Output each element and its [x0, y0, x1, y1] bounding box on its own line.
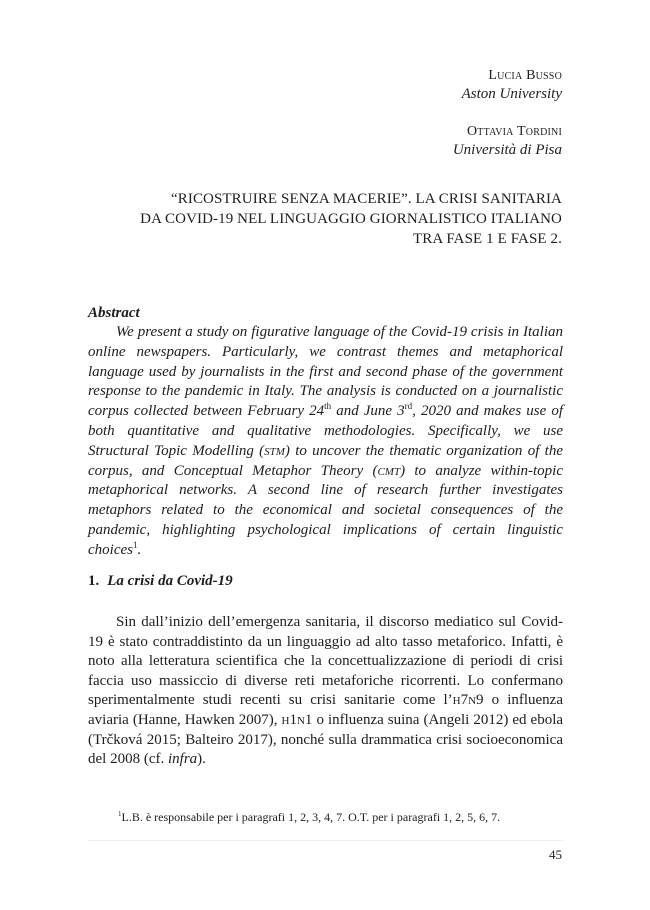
author-block-1	[462, 66, 562, 104]
acronym-h7n9: h7n9	[452, 692, 484, 709]
abstract-body	[88, 323, 563, 561]
abstract-text: .	[137, 541, 142, 558]
body-text-run: Sin dall’inizio dell’emergenza sanitaria, il discorso mediatico sul Covid-19 è stato contraddistinto da un linguaggio ad alto tasso metaforico. Infatti, è noto alla letteratura scientifica che la concettualizzazione di periodi di crisi faccia uso massiccio di diverse reti metaforiche ricorrenti. Lo confermano sperimentalmente studi recenti su crisi sanitarie come l’	[88, 614, 563, 709]
author-affiliation: Aston University	[461, 86, 562, 102]
superscript: th	[324, 401, 332, 412]
footnote-text: L.B. è responsabile per i paragrafi 1, 2, 3, 4, 7. O.T. per i paragrafi 1, 2, 5, 6, 7.	[121, 810, 501, 824]
abstract-text: We present a study on figurative language of the Covid-19 crisis in Italian online newspapers. Particularly, we contrast themes and metaphorical language used by journalists in the first and second phase of the government response to the pandemic in Italy. The analysis is conducted on a journalistic corpus collected between February 24	[88, 324, 563, 420]
acronym-cmt: cmt	[377, 462, 401, 479]
title-line: DA COVID-19 NEL LINGUAGGIO GIORNALISTICO ITALIANO	[140, 211, 562, 227]
acronym-h1n1: h1n1	[281, 711, 313, 728]
page-number: 45	[549, 847, 562, 862]
footer-divider	[88, 840, 563, 841]
abstract-text: ) to uncover the thematic organization of the corpus, and Conceptual Metaphor Theory (	[88, 442, 563, 479]
section-heading	[88, 573, 233, 590]
italic-term: infra	[167, 751, 198, 768]
body-text	[88, 613, 563, 770]
section-number: 1.	[88, 573, 100, 589]
footnote-mark: 1	[118, 810, 122, 818]
title-line: TRA FASE 1 E FASE 2.	[413, 231, 562, 247]
body-text-run: o influenza suina (Angeli 2012) ed ebola (Trčková 2015; Balteiro 2017), nonché sulla drammatica crisi socioeconomica del 2008 (cf.	[88, 711, 564, 768]
acronym-stm: stm	[264, 442, 285, 459]
author-name: Ottavia Tordini	[466, 124, 562, 139]
footnote-reference[interactable]: 1	[132, 539, 138, 550]
abstract-text: ) to analyze within-topic metaphorical networks. A second line of research further investigates metaphors related to the economical and societal consequences of the pandemic, highlighting psychological implications of certain linguistic choices	[88, 462, 563, 558]
abstract-paragraph	[88, 323, 563, 561]
paper-title	[92, 189, 562, 249]
abstract-text: and June 3	[331, 403, 405, 420]
author-name: Lucia Busso	[488, 68, 562, 83]
footnote	[118, 806, 500, 825]
body-paragraph	[88, 613, 563, 770]
author-affiliation: Università di Pisa	[452, 142, 562, 158]
section-title: La crisi da Covid-19	[107, 573, 233, 589]
body-text-run: ).	[197, 751, 206, 768]
title-line: “RICOSTRUIRE SENZA MACERIE”. LA CRISI SANITARIA	[170, 191, 562, 207]
abstract-text: , 2020 and makes use of both quantitative and qualitative methodologies. Specifically, we use Structural Topic Modelling (	[88, 403, 563, 459]
author-block-2	[453, 122, 562, 160]
abstract-heading: Abstract	[88, 305, 140, 321]
body-text-run: o influenza aviaria (Hanne, Hawken 2007),	[88, 692, 563, 728]
superscript: rd	[404, 401, 413, 412]
